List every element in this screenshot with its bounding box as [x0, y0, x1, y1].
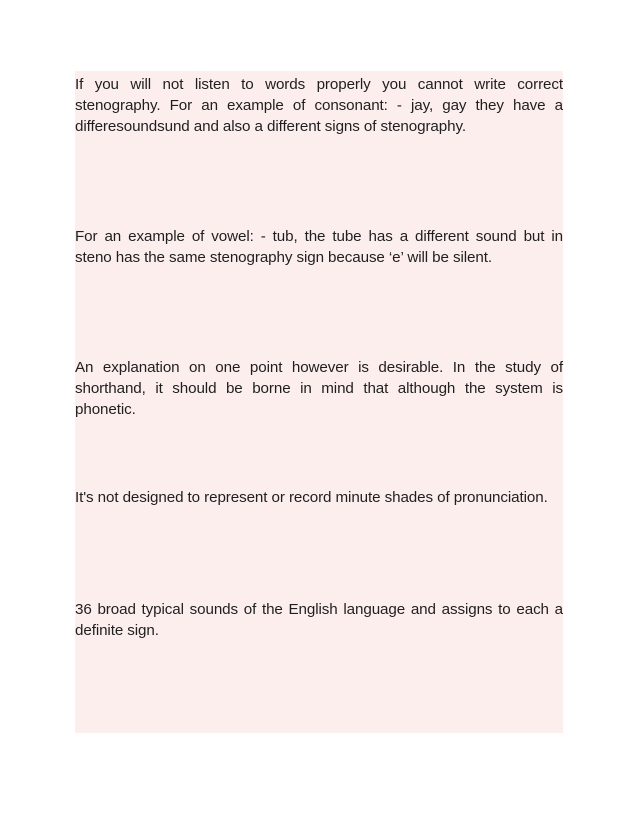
paragraph-stenography-consonant: If you will not listen to words properly you cannot write correct stenography. For an example of consonant: - jay, gay they have a differesoundsund and also a different signs of stenography. [75, 76, 563, 135]
paragraph-pronunciation-note: It's not designed to represent or record minute shades of pronunciation. [75, 489, 548, 506]
paragraph-broad-sounds: 36 broad typical sounds of the English language and assigns to each a definite sign. [75, 601, 563, 639]
paragraph-stenography-vowel: For an example of vowel: - tub, the tube has a different sound but in steno has the same stenography sign because ‘e’ will be silent. [75, 228, 563, 266]
paragraph-phonetic-explanation: An explanation on one point however is desirable. In the study of shorthand, it should be borne in mind that although the system is phonetic. [75, 359, 563, 418]
